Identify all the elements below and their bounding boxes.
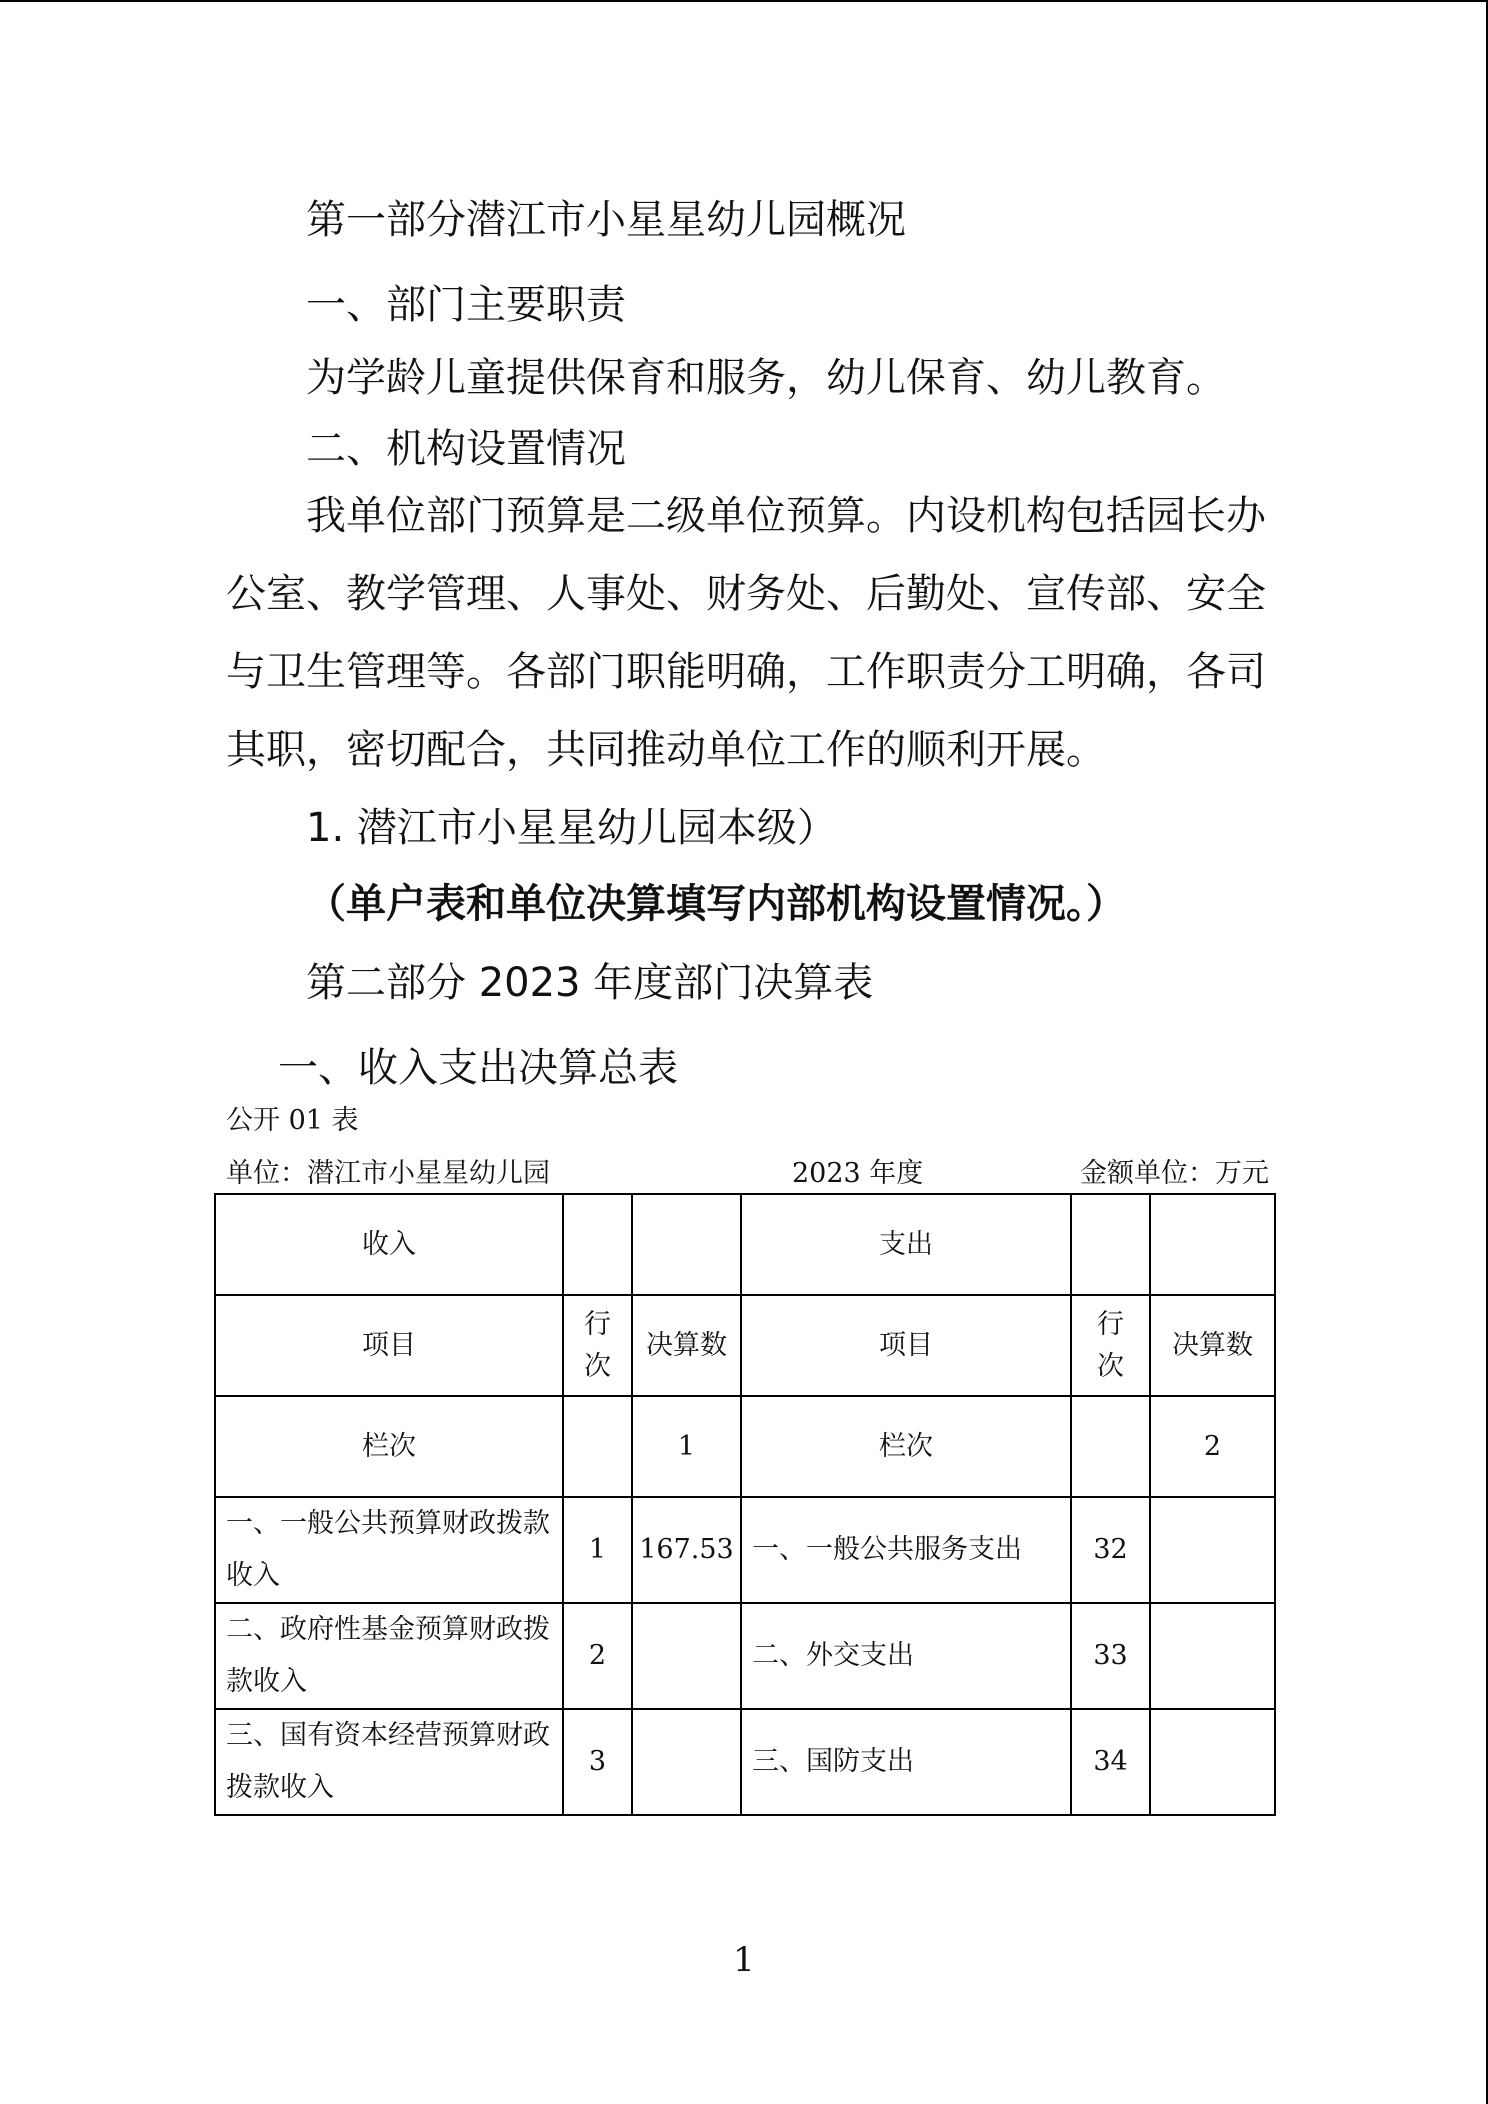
empty-cell <box>563 1396 632 1497</box>
section2-body-line: 与卫生管理等。各部门职能明确，工作职责分工明确，各司 <box>226 649 1266 695</box>
expense-item: 三、国防支出 <box>741 1709 1071 1815</box>
income-amount <box>632 1603 741 1709</box>
expense-line: 33 <box>1071 1603 1150 1709</box>
page-top-border <box>0 0 1488 2</box>
income-amount <box>632 1709 741 1815</box>
income-amount-header: 决算数 <box>632 1295 741 1396</box>
income-item: 二、政府性基金预算财政拨款收入 <box>215 1603 563 1709</box>
table-header-row <box>215 1194 1275 1295</box>
unit-note: （单户表和单位决算填写内部机构设置情况。） <box>306 881 1126 927</box>
table-unit: 单位：潜江市小星星幼儿园 <box>226 1158 550 1189</box>
section2-heading: 二、机构设置情况 <box>306 426 626 472</box>
table-amount-unit: 金额单位：万元 <box>1080 1158 1269 1189</box>
section1-body: 为学龄儿童提供保育和服务，幼儿保育、幼儿教育。 <box>306 355 1226 401</box>
part1-title: 第一部分潜江市小星星幼儿园概况 <box>306 197 906 243</box>
income-line: 2 <box>563 1603 632 1709</box>
income-expense-table <box>214 1193 1276 1816</box>
income-line: 1 <box>563 1497 632 1603</box>
empty-cell <box>1071 1396 1150 1497</box>
expense-col-label: 栏次 <box>741 1396 1071 1497</box>
income-item: 三、国有资本经营预算财政拨款收入 <box>215 1709 563 1815</box>
section2-body-line: 公室、教学管理、人事处、财务处、后勤处、宣传部、安全 <box>226 571 1266 617</box>
page-number: 1 <box>733 1940 755 1980</box>
empty-cell <box>632 1194 741 1295</box>
expense-line: 32 <box>1071 1497 1150 1603</box>
income-item: 一、一般公共预算财政拨款收入 <box>215 1497 563 1603</box>
empty-cell <box>1071 1194 1150 1295</box>
expense-amount <box>1150 1709 1275 1815</box>
table-year: 2023 年度 <box>792 1158 924 1189</box>
income-line-no-header: 行 次 <box>563 1295 632 1396</box>
table-row <box>215 1603 1275 1709</box>
empty-cell <box>1150 1194 1275 1295</box>
income-item-header: 项目 <box>215 1295 563 1396</box>
section1-heading: 一、部门主要职责 <box>306 282 626 328</box>
expense-item: 二、外交支出 <box>741 1603 1071 1709</box>
income-line: 3 <box>563 1709 632 1815</box>
table-row <box>215 1709 1275 1815</box>
table-header-row <box>215 1295 1275 1396</box>
table1-heading: 一、收入支出决算总表 <box>278 1045 678 1091</box>
expense-amount-header: 决算数 <box>1150 1295 1275 1396</box>
expense-amount <box>1150 1497 1275 1603</box>
section2-body-line: 其职，密切配合，共同推动单位工作的顺利开展。 <box>226 727 1106 773</box>
unit-item: 1. 潜江市小星星幼儿园本级） <box>306 805 837 851</box>
expense-line: 34 <box>1071 1709 1150 1815</box>
expense-line-no-header: 行 次 <box>1071 1295 1150 1396</box>
income-col-no: 1 <box>632 1396 741 1497</box>
table-header-row <box>215 1396 1275 1497</box>
expense-header: 支出 <box>741 1194 1071 1295</box>
expense-item-header: 项目 <box>741 1295 1071 1396</box>
expense-col-no: 2 <box>1150 1396 1275 1497</box>
income-col-label: 栏次 <box>215 1396 563 1497</box>
expense-item: 一、一般公共服务支出 <box>741 1497 1071 1603</box>
income-amount: 167.53 <box>632 1497 741 1603</box>
empty-cell <box>563 1194 632 1295</box>
table-row <box>215 1497 1275 1603</box>
income-header: 收入 <box>215 1194 563 1295</box>
expense-amount <box>1150 1603 1275 1709</box>
part2-title: 第二部分 2023 年度部门决算表 <box>306 960 874 1006</box>
table-code: 公开 01 表 <box>226 1105 359 1136</box>
section2-body-line: 我单位部门预算是二级单位预算。内设机构包括园长办 <box>306 493 1266 539</box>
